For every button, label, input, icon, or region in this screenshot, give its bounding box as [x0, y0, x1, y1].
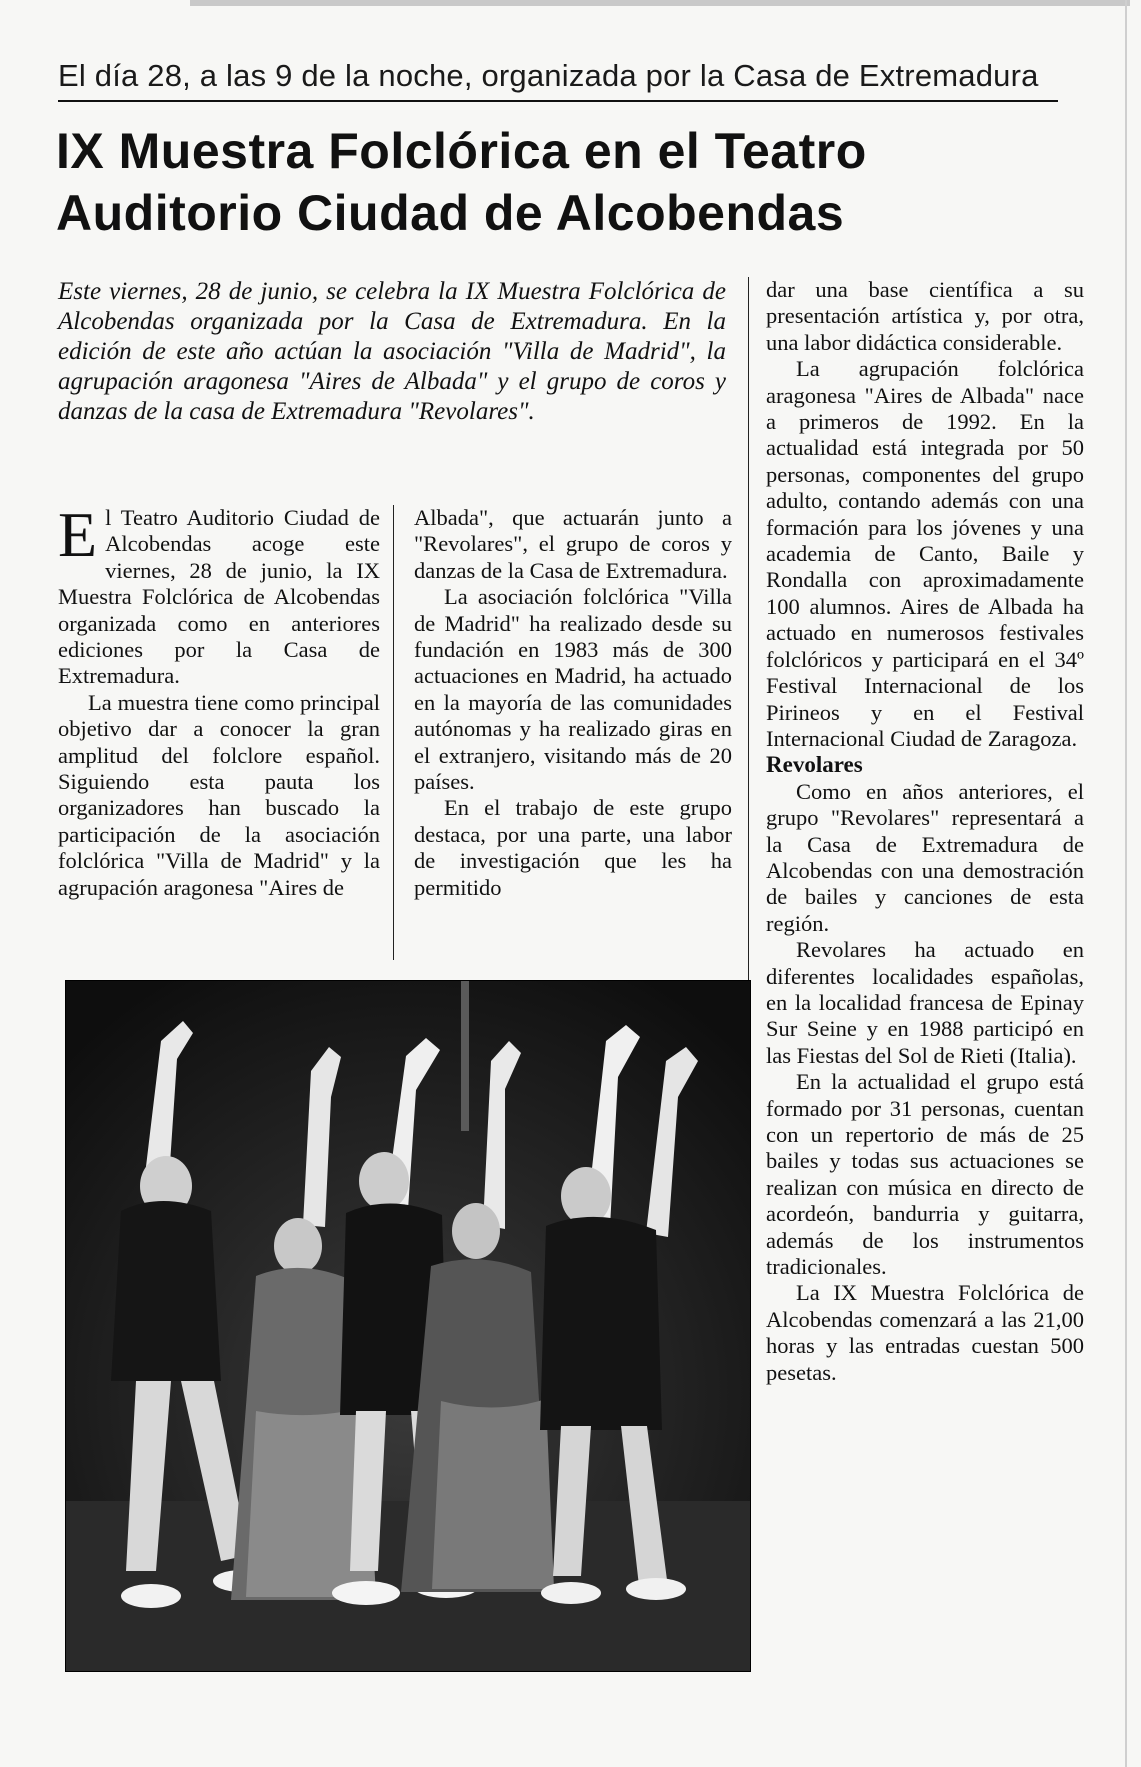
column-2-paragraph-3: En el trabajo de este grupo destaca, por una parte, una labor de investigación que les ha permitido — [414, 795, 732, 900]
dancers-illustration — [66, 981, 750, 1671]
column-1-paragraph-2: La muestra tiene como principal objetivo dar a conocer la gran amplitud del folclore español. Siguiendo esta pauta los organizadores han buscado la participación de la asociación folclórica "Villa de Madrid" y la agrupación aragonesa "Aires de — [58, 689, 380, 900]
column-rule-1 — [393, 505, 394, 960]
column-3-paragraph-4: Revolares ha actuado en diferentes localidades españolas, en la localidad francesa de Epinay Sur Seine y en 1988 participó en las Fiestas del Sol de Rieti (Italia). — [766, 937, 1084, 1068]
column-3 — [766, 277, 1084, 1386]
section-title-revolares: Revolares — [766, 752, 863, 778]
column-3-paragraph-2: La agrupación folclórica aragonesa "Aires de Albada" nace a primeros de 1992. En la actualidad está integrada por 50 personas, componentes del grupo adulto, contando además con una formación para los jóvenes y una academia de Canto, Baile y Rondalla con aproximadamente 100 alumnos. Aires de Albada ha actuado en numerosos festivales folclóricos y participará en el 34º Festival Internacional de los Pirineos y en el Festival Internacional Ciudad de Zaragoza. — [766, 356, 1084, 751]
drop-cap: E — [58, 499, 98, 570]
column-3-paragraph-3: Como en años anteriores, el grupo "Revolares" representará a la Casa de Extremadura de Alcobendas con una demostración de bailes y canciones de esta región. — [766, 778, 1084, 936]
article-lead: Este viernes, 28 de junio, se celebra la IX Muestra Folclórica de Alcobendas organizada por la Casa de Extremadura. En la edición de este año actúan la asociación "Villa de Madrid", la agrupación aragonesa "Aires de Albada" y el grupo de coros y danzas de la casa de Extremadura "Revolares". — [58, 278, 726, 425]
article-subhead: El día 28, a las 9 de la noche, organizada por la Casa de Extremadura — [58, 58, 1058, 102]
column-3-paragraph-5: En la actualidad el grupo está formado por 31 personas, cuentan con un repertorio de más de 25 bailes y todas sus actuaciones se realizan con música en directo de acordeón, bandurria y guitarra, además de los instrumentos tradicionales. — [766, 1069, 1084, 1280]
column-1-paragraph-1-text: l Teatro Auditorio Ciudad de Alcobendas acoge este viernes, 28 de junio, la IX Muestra Folclórica de Alcobendas organizada como en anteriores ediciones por la Casa de Extremadura. — [58, 505, 380, 689]
column-3-paragraph-1: dar una base científica a su presentación artística y, por otra, una labor didáctica considerable. — [766, 277, 1084, 355]
column-2 — [414, 505, 732, 901]
column-2-paragraph-2: La asociación folclórica "Villa de Madrid" ha realizado desde su fundación en 1983 más de 300 actuaciones en Madrid, ha actuado en la mayoría de las comunidades autónomas y ha realizado giras en el extranjero, visitando más de 20 países. — [414, 584, 732, 795]
column-3-paragraph-6: La IX Muestra Folclórica de Alcobendas comenzará a las 21,00 horas y las entradas cuestan 500 pesetas. — [766, 1280, 1084, 1385]
column-1-paragraph-1 — [58, 499, 380, 690]
article-headline: IX Muestra Folclórica en el Teatro Auditorio Ciudad de Alcobendas — [56, 123, 867, 241]
dancers-photo — [65, 980, 751, 1672]
scan-edge-right — [1125, 0, 1127, 1767]
column-2-paragraph-1: Albada", que actuarán junto a "Revolares", el grupo de coros y danzas de la Casa de Extremadura. — [414, 505, 732, 583]
column-1 — [58, 499, 380, 901]
scan-edge-top — [190, 0, 1130, 6]
